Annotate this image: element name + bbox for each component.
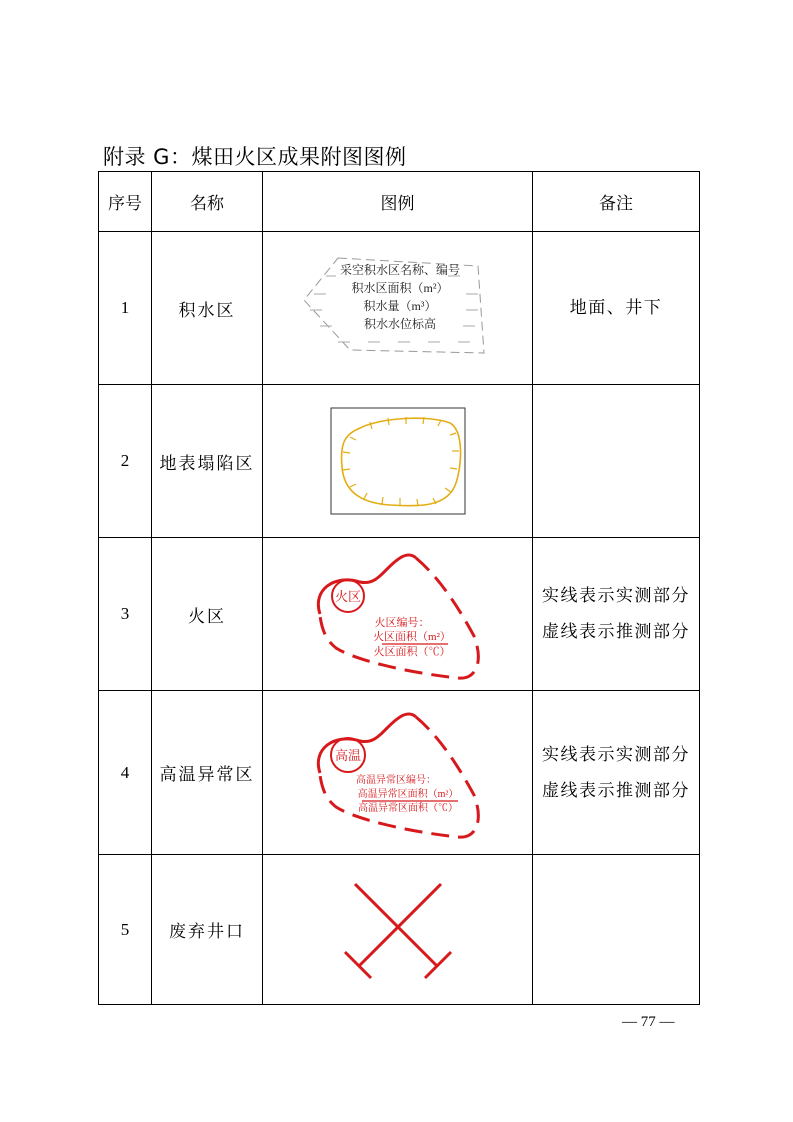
- legend-cell-water: [263, 232, 533, 385]
- high-temp-label-area: 高温异常区面积（m²）: [357, 788, 458, 800]
- row-name: 火区: [152, 538, 263, 691]
- header-name: 名称: [152, 172, 263, 232]
- page-title: 附录 G：煤田火区成果附图图例: [103, 145, 407, 169]
- note-line: 虚线表示推测部分: [542, 622, 690, 642]
- water-label-level: 积水水位标高: [363, 317, 436, 331]
- water-label-area: 积水区面积（m²）: [351, 281, 448, 295]
- row-name: 废弃井口: [152, 855, 263, 1005]
- legend-cell-abandoned-well: [263, 855, 533, 1005]
- fire-label-area: 火区面积（m²）: [372, 631, 451, 643]
- row-note: [533, 385, 700, 538]
- high-temp-label-temp: 高温异常区面积（℃）: [357, 802, 458, 814]
- row-no: 1: [99, 232, 152, 385]
- table-row: [99, 232, 700, 385]
- water-label-name: 采空积水区名称、编号: [339, 263, 460, 277]
- legend-cell-high-temp: [263, 691, 533, 855]
- legend-cell-fire: [263, 538, 533, 691]
- fire-label-id: 火区编号：: [374, 617, 429, 629]
- table-header-row: [99, 172, 700, 232]
- header-note: 备注: [533, 172, 700, 232]
- row-note: [533, 538, 700, 691]
- table-row: [99, 538, 700, 691]
- row-no: 5: [99, 855, 152, 1005]
- fire-zone-symbol: [298, 544, 498, 684]
- page-number: — 77 —: [622, 1014, 675, 1030]
- legend-table: [98, 171, 700, 1005]
- note-line: 虚线表示推测部分: [542, 780, 690, 801]
- fire-circle-label: 火区: [334, 590, 361, 605]
- note-line: 实线表示实测部分: [542, 744, 690, 765]
- header-no: 序号: [99, 172, 152, 232]
- header-legend: 图例: [263, 172, 533, 232]
- high-temp-label-id: 高温异常区编号：: [355, 774, 436, 786]
- table-row: [99, 691, 700, 855]
- subsidence-symbol: [330, 407, 466, 515]
- row-note: [533, 855, 700, 1005]
- row-name: 地表塌陷区: [152, 385, 263, 538]
- high-temp-symbol: [298, 703, 498, 843]
- note-line: 地面、井下: [569, 298, 663, 318]
- row-note: [533, 232, 700, 385]
- legend-cell-subsidence: [263, 385, 533, 538]
- row-note: [533, 691, 700, 855]
- row-name: 积水区: [152, 232, 263, 385]
- row-no: 2: [99, 385, 152, 538]
- table-row: [99, 855, 700, 1005]
- table-row: [99, 385, 700, 538]
- water-label-volume: 积水量（m³）: [363, 299, 436, 313]
- row-no: 3: [99, 538, 152, 691]
- row-name: 高温异常区: [152, 691, 263, 855]
- high-temp-circle-label: 高温: [334, 748, 361, 764]
- fire-label-temp: 火区面积（℃）: [373, 646, 450, 658]
- subsidence-ticks: [343, 417, 459, 506]
- abandoned-well-symbol: [343, 880, 453, 980]
- water-area-symbol: [298, 248, 498, 368]
- note-line: 实线表示实测部分: [542, 586, 690, 606]
- row-no: 4: [99, 691, 152, 855]
